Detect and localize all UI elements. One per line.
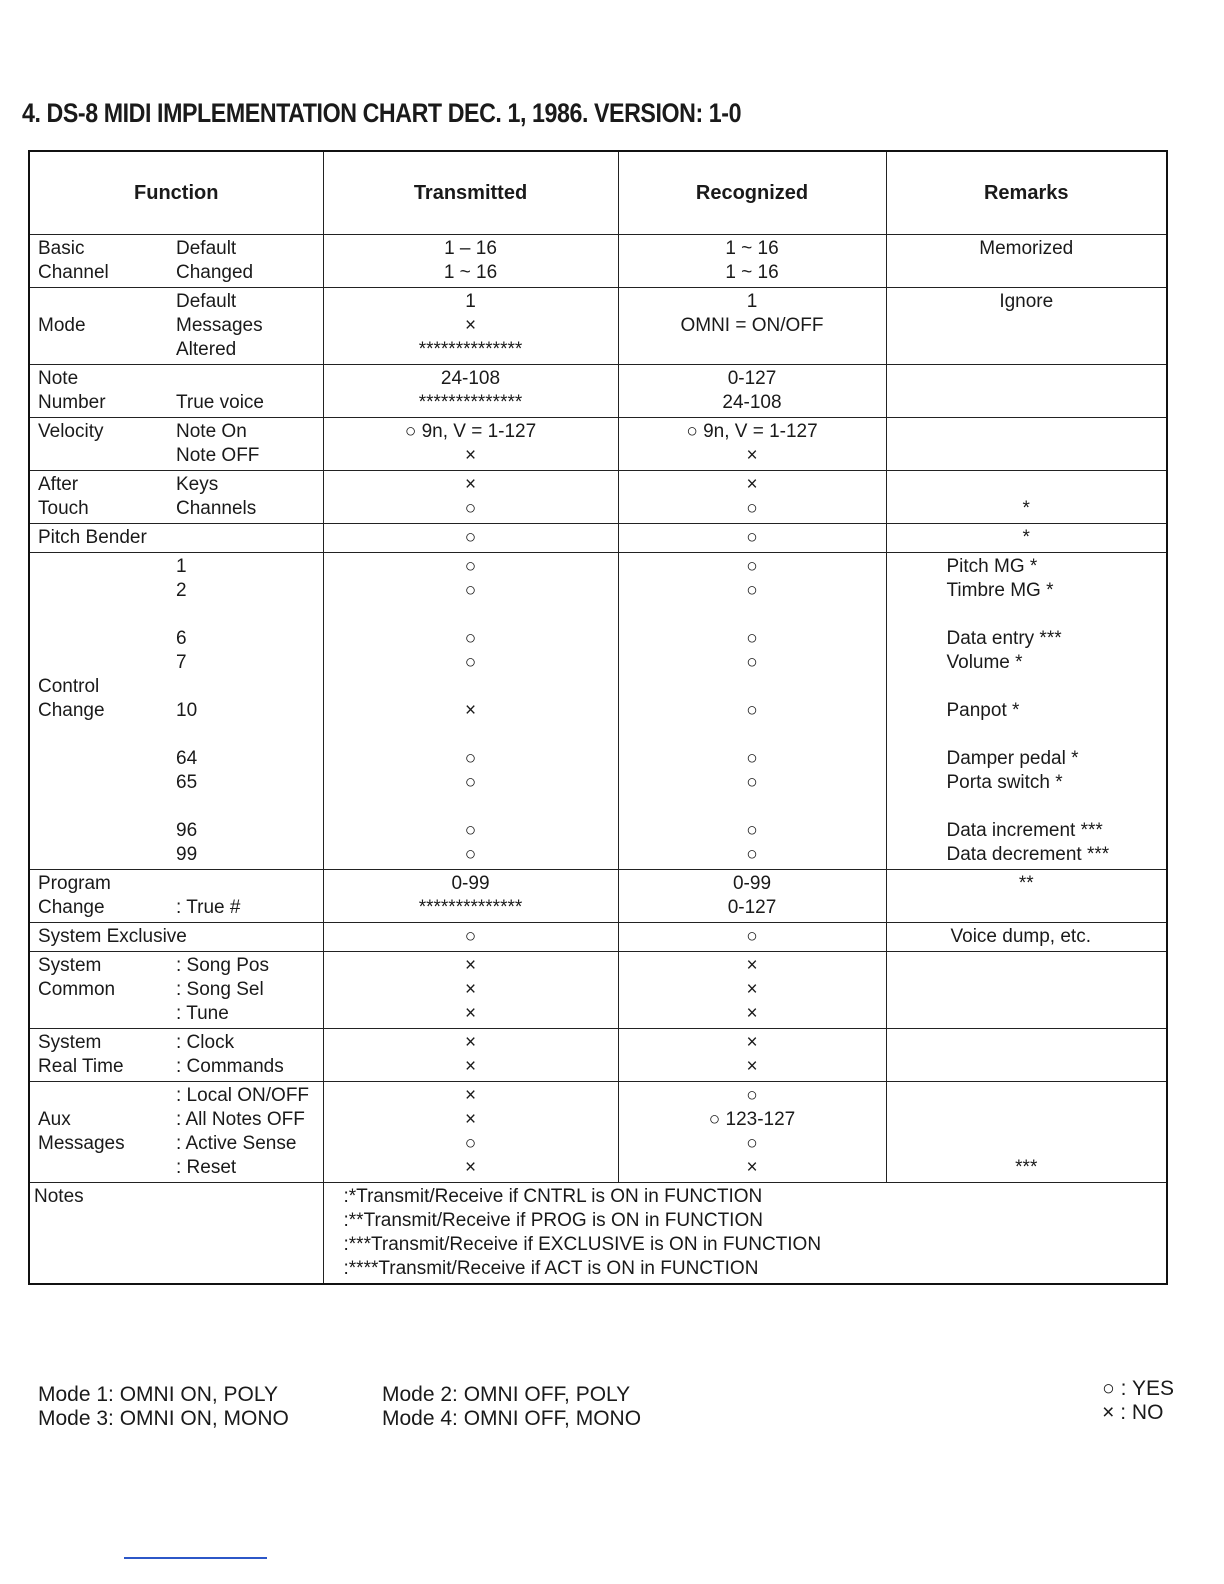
blank-line bbox=[891, 795, 1163, 819]
recognized-cell bbox=[618, 288, 886, 365]
notes-row bbox=[29, 1183, 1167, 1285]
transmitted-value: × bbox=[464, 1085, 477, 1106]
remark-text: Porta switch * bbox=[946, 772, 1063, 793]
recognized-cell bbox=[618, 870, 886, 923]
transmitted-value: ○ bbox=[464, 498, 477, 519]
remarks-cell bbox=[886, 471, 1167, 524]
transmitted-cell bbox=[323, 365, 618, 418]
transmitted-value: ○ bbox=[464, 1133, 477, 1154]
recognized-value: 1 ~ 16 bbox=[725, 262, 779, 283]
function-sub-label: Changed bbox=[176, 262, 254, 283]
blank-line bbox=[328, 795, 614, 819]
blank-line bbox=[623, 675, 882, 699]
recognized-value: 1 bbox=[746, 291, 758, 312]
chart-row bbox=[29, 1029, 1167, 1082]
footer-rule bbox=[124, 1557, 267, 1559]
legend-mode-3: Mode 3: OMNI ON, MONO bbox=[38, 1407, 289, 1430]
midi-implementation-chart bbox=[28, 150, 1168, 1285]
recognized-value: ○ 9n, V = 1-127 bbox=[686, 421, 818, 442]
legend-no: × : NO bbox=[1102, 1401, 1164, 1424]
recognized-cell bbox=[618, 923, 886, 952]
function-sub-label: 99 bbox=[176, 844, 198, 865]
page-title: 4. DS-8 MIDI IMPLEMENTATION CHART DEC. 1, 1986. VERSION: 1-0 bbox=[22, 98, 742, 128]
recognized-cell bbox=[618, 952, 886, 1029]
legend-mode-1: Mode 1: OMNI ON, POLY bbox=[38, 1383, 279, 1406]
function-group-label: Control bbox=[38, 676, 100, 697]
legend-yes-no bbox=[1102, 1377, 1174, 1425]
function-cell bbox=[29, 288, 323, 365]
function-group-label: Note bbox=[38, 368, 79, 389]
transmitted-value: ○ bbox=[464, 772, 477, 793]
transmitted-value: × bbox=[464, 955, 477, 976]
recognized-cell bbox=[618, 1082, 886, 1183]
transmitted-value: ○ bbox=[464, 926, 477, 947]
remark-text: Damper pedal * bbox=[946, 748, 1079, 769]
chart-row bbox=[29, 365, 1167, 418]
recognized-value: × bbox=[746, 979, 758, 1000]
remarks-cell bbox=[886, 923, 1167, 952]
function-sub-label: True voice bbox=[176, 392, 264, 413]
remark-text: Volume * bbox=[946, 652, 1023, 673]
transmitted-cell bbox=[323, 524, 618, 553]
transmitted-cell bbox=[323, 471, 618, 524]
recognized-value: ○ bbox=[746, 926, 758, 947]
function-group-label: Basic bbox=[38, 238, 85, 259]
function-sub-label: Default bbox=[176, 238, 237, 259]
function-sub-label: : Song Pos bbox=[176, 955, 269, 976]
function-sub-label: : Tune bbox=[176, 1003, 229, 1024]
legend-mode-2: Mode 2: OMNI OFF, POLY bbox=[382, 1383, 631, 1406]
recognized-value: OMNI = ON/OFF bbox=[680, 315, 824, 336]
remark-text: Ignore bbox=[999, 291, 1054, 312]
remarks-cell bbox=[886, 524, 1167, 553]
recognized-value: 24-108 bbox=[722, 392, 782, 413]
transmitted-value: × bbox=[464, 979, 477, 1000]
remarks-cell bbox=[886, 553, 1167, 870]
transmitted-value: ************** bbox=[418, 392, 523, 413]
recognized-value: ○ bbox=[746, 700, 758, 721]
function-group-label: Change bbox=[38, 700, 105, 721]
transmitted-value: × bbox=[464, 1003, 477, 1024]
recognized-value: × bbox=[746, 1056, 758, 1077]
transmitted-cell bbox=[323, 870, 618, 923]
recognized-value: 0-127 bbox=[727, 897, 777, 918]
blank-line bbox=[891, 1132, 1163, 1156]
function-cell bbox=[29, 365, 323, 418]
function-sub-label: : Reset bbox=[176, 1157, 237, 1178]
function-sub-label: 2 bbox=[176, 580, 187, 601]
chart-row bbox=[29, 235, 1167, 288]
remark-text: * bbox=[1022, 527, 1030, 548]
legend-col-2 bbox=[382, 1383, 641, 1431]
function-cell bbox=[29, 553, 323, 870]
chart-row bbox=[29, 952, 1167, 1029]
recognized-cell bbox=[618, 418, 886, 471]
function-group-label: Velocity bbox=[38, 421, 104, 442]
transmitted-value: × bbox=[464, 700, 477, 721]
blank-line bbox=[328, 723, 614, 747]
recognized-value: × bbox=[746, 1003, 758, 1024]
remark-text: * bbox=[1022, 498, 1030, 519]
transmitted-cell bbox=[323, 235, 618, 288]
transmitted-value: ○ bbox=[464, 628, 477, 649]
function-sub-label: : Song Sel bbox=[176, 979, 264, 1000]
function-cell bbox=[29, 1029, 323, 1082]
recognized-value: 0-127 bbox=[727, 368, 777, 389]
blank-line bbox=[891, 723, 1163, 747]
remarks-cell bbox=[886, 288, 1167, 365]
note-line: :****Transmit/Receive if ACT is ON in FUNCTION bbox=[343, 1258, 759, 1279]
notes-text bbox=[323, 1183, 1167, 1285]
note-line: :***Transmit/Receive if EXCLUSIVE is ON in FUNCTION bbox=[343, 1234, 822, 1255]
transmitted-value: 1 bbox=[465, 291, 476, 312]
transmitted-value: ○ bbox=[464, 580, 477, 601]
function-cell bbox=[29, 870, 323, 923]
blank-line bbox=[891, 367, 1163, 391]
remark-text: Memorized bbox=[979, 238, 1074, 259]
recognized-value: × bbox=[746, 445, 758, 466]
function-sub-label: 96 bbox=[176, 820, 198, 841]
blank-line bbox=[891, 473, 1163, 497]
transmitted-value: × bbox=[464, 445, 477, 466]
transmitted-cell bbox=[323, 1029, 618, 1082]
recognized-value: × bbox=[746, 1157, 758, 1178]
transmitted-cell bbox=[323, 923, 618, 952]
function-group-label: System bbox=[38, 955, 102, 976]
transmitted-cell bbox=[323, 288, 618, 365]
transmitted-value: ************** bbox=[418, 897, 523, 918]
recognized-value: 0-99 bbox=[732, 873, 772, 894]
function-cell bbox=[29, 418, 323, 471]
function-sub-label: 1 bbox=[176, 556, 187, 577]
transmitted-value: ○ bbox=[464, 844, 477, 865]
chart-row bbox=[29, 1082, 1167, 1183]
function-cell bbox=[29, 923, 323, 952]
remarks-cell bbox=[886, 365, 1167, 418]
recognized-value: ○ bbox=[746, 498, 758, 519]
recognized-cell bbox=[618, 553, 886, 870]
function-sub-label: 10 bbox=[176, 700, 198, 721]
function-cell bbox=[29, 1082, 323, 1183]
function-sub-label: : Local ON/OFF bbox=[176, 1085, 310, 1106]
blank-line bbox=[328, 675, 614, 699]
transmitted-value: ○ bbox=[464, 820, 477, 841]
header-remarks: Remarks bbox=[886, 151, 1167, 235]
transmitted-value: 1 – 16 bbox=[444, 238, 497, 259]
transmitted-value: × bbox=[464, 474, 477, 495]
chart-row bbox=[29, 471, 1167, 524]
remarks-cell bbox=[886, 870, 1167, 923]
recognized-value: × bbox=[746, 955, 758, 976]
recognized-value: ○ 123-127 bbox=[708, 1109, 796, 1130]
recognized-value: ○ bbox=[746, 652, 758, 673]
blank-line bbox=[891, 1108, 1163, 1132]
function-sub-label: Messages bbox=[176, 315, 263, 336]
function-cell bbox=[29, 471, 323, 524]
blank-line bbox=[891, 1084, 1163, 1108]
function-group-label: Touch bbox=[38, 498, 89, 519]
transmitted-value: ************** bbox=[418, 339, 523, 360]
function-sub-label: 65 bbox=[176, 772, 198, 793]
header-function: Function bbox=[29, 151, 323, 235]
recognized-value: 1 ~ 16 bbox=[725, 238, 779, 259]
function-sub-label: : Clock bbox=[176, 1032, 235, 1053]
chart-body bbox=[29, 235, 1167, 1183]
function-sub-label: : All Notes OFF bbox=[176, 1109, 305, 1130]
blank-line bbox=[623, 338, 882, 362]
function-cell bbox=[29, 235, 323, 288]
blank-line bbox=[328, 603, 614, 627]
legend-mode-4: Mode 4: OMNI OFF, MONO bbox=[382, 1407, 642, 1430]
header-recognized: Recognized bbox=[618, 151, 886, 235]
function-group-label: Common bbox=[38, 979, 116, 1000]
transmitted-value: ○ bbox=[464, 652, 477, 673]
recognized-cell bbox=[618, 524, 886, 553]
transmitted-value: ○ bbox=[464, 748, 477, 769]
function-sub-label: Keys bbox=[176, 474, 219, 495]
function-group-label: Aux bbox=[38, 1109, 71, 1130]
remark-text: Data decrement *** bbox=[946, 844, 1110, 865]
chart-row bbox=[29, 870, 1167, 923]
function-sub-label: 64 bbox=[176, 748, 198, 769]
transmitted-value: × bbox=[464, 315, 477, 336]
function-group-label: System Exclusive bbox=[38, 926, 187, 947]
function-sub-label: : Active Sense bbox=[176, 1133, 297, 1154]
recognized-value: ○ bbox=[746, 527, 758, 548]
function-sub-label: Note On bbox=[176, 421, 247, 442]
remark-text: Panpot * bbox=[946, 700, 1020, 721]
chart-row bbox=[29, 524, 1167, 553]
function-sub-label: Note OFF bbox=[176, 445, 260, 466]
remark-text: Voice dump, etc. bbox=[950, 926, 1091, 947]
notes-label-text: Notes bbox=[34, 1186, 84, 1207]
function-group-label: Program bbox=[38, 873, 111, 894]
remark-text: *** bbox=[1015, 1157, 1038, 1178]
chart-row bbox=[29, 553, 1167, 870]
recognized-cell bbox=[618, 365, 886, 418]
function-group-label: After bbox=[38, 474, 79, 495]
chart-row bbox=[29, 288, 1167, 365]
blank-line bbox=[891, 675, 1163, 699]
remarks-cell bbox=[886, 418, 1167, 471]
transmitted-cell bbox=[323, 418, 618, 471]
transmitted-cell bbox=[323, 952, 618, 1029]
function-sub-label: : True # bbox=[176, 897, 241, 918]
transmitted-cell bbox=[323, 1082, 618, 1183]
header-transmitted: Transmitted bbox=[323, 151, 618, 235]
remarks-cell bbox=[886, 1082, 1167, 1183]
remarks-cell bbox=[886, 235, 1167, 288]
note-line: :*Transmit/Receive if CNTRL is ON in FUNCTION bbox=[343, 1186, 763, 1207]
transmitted-value: 24-108 bbox=[440, 368, 501, 389]
remarks-cell bbox=[886, 1029, 1167, 1082]
blank-line bbox=[623, 795, 882, 819]
function-group-label: Messages bbox=[38, 1133, 125, 1154]
remark-text: ** bbox=[1018, 873, 1034, 894]
recognized-value: ○ bbox=[746, 844, 758, 865]
recognized-value: ○ bbox=[746, 556, 758, 577]
function-group-label: Real Time bbox=[38, 1056, 124, 1077]
remarks-cell bbox=[886, 952, 1167, 1029]
transmitted-cell bbox=[323, 553, 618, 870]
recognized-value: ○ bbox=[746, 748, 758, 769]
transmitted-value: × bbox=[464, 1032, 477, 1053]
function-group-label: Change bbox=[38, 897, 105, 918]
recognized-value: ○ bbox=[746, 1133, 758, 1154]
remark-text: Timbre MG * bbox=[946, 580, 1054, 601]
blank-line bbox=[623, 603, 882, 627]
transmitted-value: 1 ~ 16 bbox=[443, 262, 498, 283]
recognized-value: ○ bbox=[746, 1085, 758, 1106]
chart-row bbox=[29, 923, 1167, 952]
function-sub-label: 7 bbox=[176, 652, 187, 673]
recognized-value: ○ bbox=[746, 580, 758, 601]
function-sub-label: : Commands bbox=[176, 1056, 284, 1077]
note-line: :**Transmit/Receive if PROG is ON in FUNCTION bbox=[343, 1210, 763, 1231]
function-cell bbox=[29, 952, 323, 1029]
function-group-label: Pitch Bender bbox=[38, 527, 147, 548]
header-row bbox=[29, 151, 1167, 235]
remark-text: Data entry *** bbox=[946, 628, 1062, 649]
function-sub-label: Default bbox=[176, 291, 237, 312]
blank-line bbox=[891, 420, 1163, 444]
transmitted-value: ○ 9n, V = 1-127 bbox=[404, 421, 537, 442]
function-cell bbox=[29, 524, 323, 553]
function-group-label: Channel bbox=[38, 262, 109, 283]
remark-text: Data increment *** bbox=[946, 820, 1103, 841]
transmitted-value: ○ bbox=[464, 556, 477, 577]
recognized-value: ○ bbox=[746, 820, 758, 841]
legend-col-1 bbox=[38, 1383, 289, 1431]
recognized-cell bbox=[618, 1029, 886, 1082]
remark-text: Pitch MG * bbox=[946, 556, 1038, 577]
recognized-value: ○ bbox=[746, 772, 758, 793]
recognized-cell bbox=[618, 235, 886, 288]
blank-line bbox=[891, 954, 1163, 978]
transmitted-value: × bbox=[464, 1157, 477, 1178]
blank-line bbox=[623, 723, 882, 747]
recognized-cell bbox=[618, 471, 886, 524]
function-group-label: Number bbox=[38, 392, 106, 413]
function-group-label: System bbox=[38, 1032, 102, 1053]
function-sub-label: 6 bbox=[176, 628, 187, 649]
transmitted-value: × bbox=[464, 1056, 477, 1077]
legend-yes: ○ : YES bbox=[1102, 1377, 1174, 1400]
blank-line bbox=[891, 1031, 1163, 1055]
recognized-value: ○ bbox=[746, 628, 758, 649]
transmitted-value: 0-99 bbox=[451, 873, 490, 894]
function-sub-label: Channels bbox=[176, 498, 257, 519]
transmitted-value: ○ bbox=[464, 527, 477, 548]
transmitted-value: × bbox=[464, 1109, 477, 1130]
notes-label bbox=[29, 1183, 323, 1285]
chart-row bbox=[29, 418, 1167, 471]
recognized-value: × bbox=[746, 474, 758, 495]
recognized-value: × bbox=[746, 1032, 758, 1053]
function-sub-label: Altered bbox=[176, 339, 237, 360]
blank-line bbox=[891, 603, 1163, 627]
function-group-label: Mode bbox=[38, 315, 86, 336]
